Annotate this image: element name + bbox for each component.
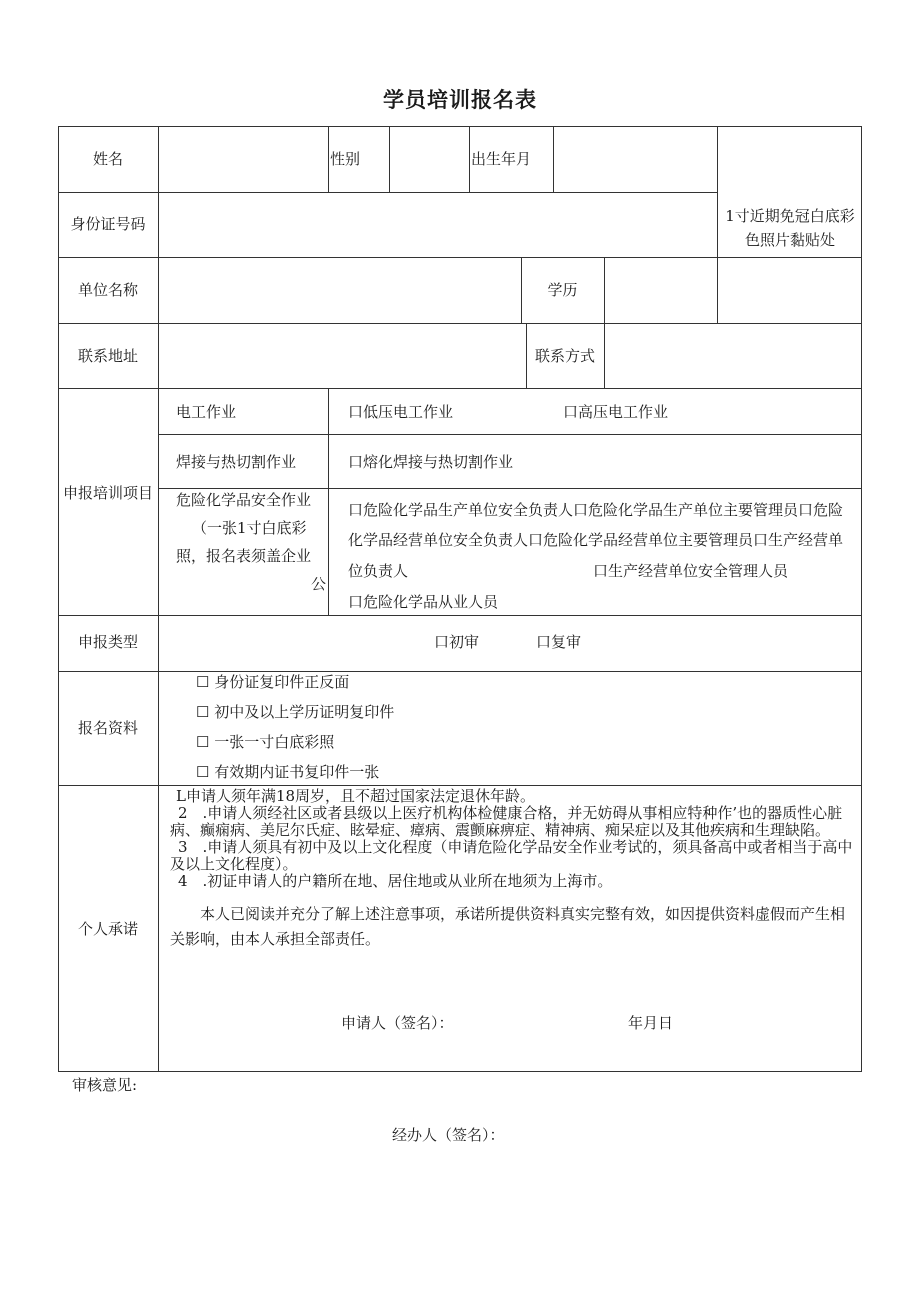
label-training: 申报培训项目 — [62, 484, 153, 502]
material-photo[interactable]: ☐ 一张一寸白底彩照 — [196, 733, 335, 751]
chem-options-line[interactable]: 口生产经营单位安全管理人员 — [593, 562, 789, 580]
promise-item: 3 .申请人须具有初中及以上文化程度（申请危险化学品安全作业考试的，须具备高中或者相当于高中及以上文化程度）。 — [170, 838, 853, 873]
label-name: 姓名 — [92, 150, 123, 168]
label-unit: 单位名称 — [77, 281, 138, 299]
label-education: 学历 — [547, 281, 578, 299]
label-column-divider — [158, 126, 159, 1072]
label-apply-type: 申报类型 — [77, 633, 138, 651]
option-low-voltage[interactable]: 口低压电工作业 — [348, 403, 454, 421]
label-gender: 性别 — [330, 150, 361, 168]
col-divider — [469, 126, 470, 192]
promise-statement: 本人已阅读并充分了解上述注意事项，承诺所提供资料真实完整有效，如因提供资料虚假而产生相关影响，由本人承担全部责任。 — [170, 905, 846, 948]
material-education-copy[interactable]: ☐ 初中及以上学历证明复印件 — [196, 703, 395, 721]
training-category-electric: 电工作业 — [176, 403, 237, 421]
row-divider — [58, 785, 862, 786]
photo-divider — [717, 126, 718, 323]
training-category-welding: 焊接与热切割作业 — [176, 453, 297, 471]
chem-options-line[interactable]: 口危险化学品从业人员 — [348, 593, 499, 611]
row-divider — [158, 488, 862, 489]
col-divider — [328, 388, 329, 615]
row-divider — [58, 615, 862, 616]
chem-options-line[interactable]: 口危险化学品生产单位安全负责人口危险化学品生产单位主要管理员口危险 — [348, 501, 844, 519]
registration-form — [58, 126, 862, 1072]
promise-item: 4 .初证申请人的户籍所在地、居住地或从业所在地须为上海市。 — [178, 872, 613, 890]
row-divider — [58, 671, 862, 672]
col-divider — [604, 323, 605, 388]
promise-text — [170, 788, 856, 952]
label-contact: 联系方式 — [534, 347, 595, 365]
label-materials: 报名资料 — [77, 719, 138, 737]
applicant-signature: 申请人（签名）： — [341, 1014, 454, 1032]
col-divider — [328, 126, 329, 192]
label-id-number: 身份证号码 — [70, 215, 146, 233]
border-right — [861, 126, 862, 1072]
row-divider — [58, 323, 862, 324]
row-divider — [58, 388, 862, 389]
label-promise: 个人承诺 — [77, 920, 138, 938]
col-divider — [389, 126, 390, 192]
row-divider — [58, 192, 718, 193]
option-first-review[interactable]: 口初审 — [434, 633, 480, 651]
page-title: 学员培训报名表 — [383, 88, 537, 112]
material-certificate-copy[interactable]: ☐ 有效期内证书复印件一张 — [196, 763, 380, 781]
handler-signature: 经办人（签名）： — [392, 1126, 505, 1144]
signature-date: 年月日 — [628, 1014, 674, 1032]
promise-item: 2 .申请人须经社区或者县级以上医疗机构体检健康合格，并无妨碍从事相应特种作’也的器质性心脏病、癫痫病、美尼尔氏症、眩晕症、瘴病、震颤麻痹症、精神病、痴呆症以及其他疾病和生理缺陷。 — [170, 804, 843, 839]
review-opinion: 审核意见: — [72, 1076, 138, 1094]
option-high-voltage[interactable]: 口高压电工作业 — [563, 403, 669, 421]
photo-placeholder: 1寸近期免冠白底彩色照片黏贴处 — [725, 207, 855, 249]
training-category-chem-note: 照，报名表须盖企业 — [176, 547, 312, 565]
option-re-review[interactable]: 口复审 — [536, 633, 582, 651]
border-top — [58, 126, 862, 127]
option-welding[interactable]: 口熔化焊接与热切割作业 — [348, 453, 514, 471]
material-id-copy[interactable]: ☐ 身份证复印件正反面 — [196, 673, 350, 691]
promise-item: L申请人须年满18周岁，且不超过国家法定退休年龄。 — [176, 787, 536, 805]
label-address: 联系地址 — [77, 347, 138, 365]
training-category-chem-note: 公 — [311, 575, 327, 593]
training-category-chem: 危险化学品安全作业 — [176, 491, 312, 509]
col-divider — [553, 126, 554, 192]
row-divider — [158, 434, 862, 435]
training-category-chem-note: （一张1寸白底彩 — [192, 519, 307, 537]
col-divider — [604, 257, 605, 323]
chem-options-line[interactable]: 化学品经营单位安全负责人口危险化学品经营单位主要管理员口生产经营单 — [348, 531, 844, 549]
row-divider — [58, 257, 862, 258]
label-birth: 出生年月 — [471, 150, 532, 168]
border-bottom — [58, 1071, 862, 1072]
chem-options-line[interactable]: 位负责人 — [348, 562, 409, 580]
